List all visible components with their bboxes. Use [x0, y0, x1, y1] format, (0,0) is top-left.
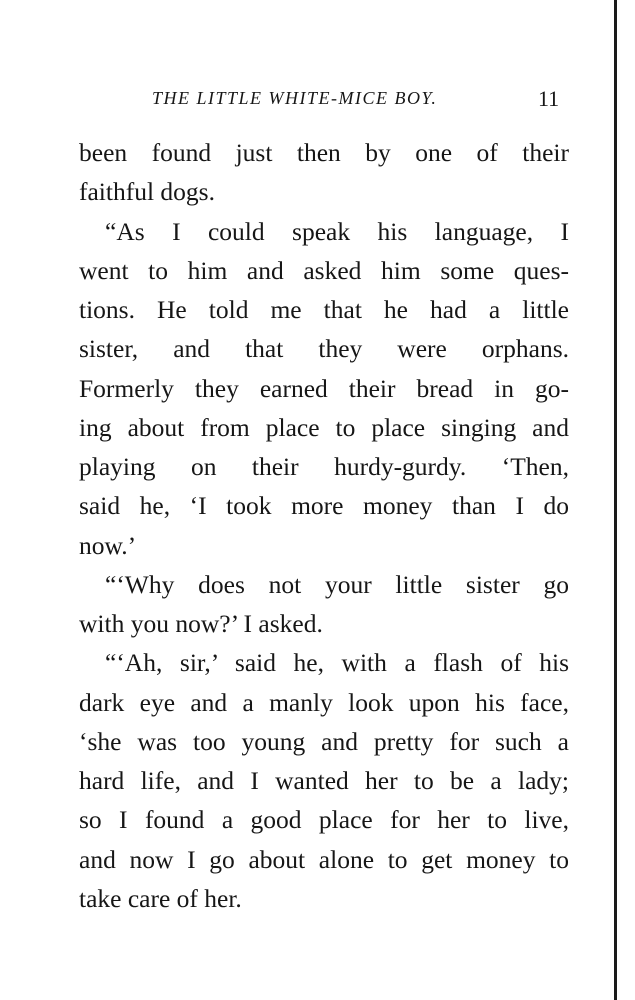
text-line: and now I go about alone to get money to	[79, 844, 569, 874]
page-edge-rule	[614, 0, 617, 1000]
running-title: THE LITTLE WHITE-MICE BOY.	[152, 88, 438, 108]
text-line: “‘Ah, sir,’ said he, with a flash of his	[105, 648, 569, 678]
text-line: playing on their hurdy-gurdy. ‘Then,	[79, 452, 569, 481]
text-line: Formerly they earned their bread in go-	[79, 373, 569, 403]
text-line: ‘she was too young and pretty for such a	[79, 726, 569, 756]
text-line: with you now?’ I asked.	[79, 609, 323, 638]
text-line: hard life, and I wanted her to be a lady;	[79, 766, 569, 795]
text-line: take care of her.	[79, 883, 242, 913]
text-line: said he, ‘I took more money than I do	[79, 491, 569, 521]
text-line: sister, and that they were orphans.	[79, 334, 569, 364]
running-head	[0, 86, 635, 116]
text-line: so I found a good place for her to live,	[79, 805, 569, 835]
text-line: “‘Why does not your little sister go	[105, 569, 569, 599]
text-line: dark eye and a manly look upon his face,	[79, 687, 569, 717]
text-line: been found just then by one of their	[79, 138, 569, 167]
text-line: now.’	[79, 530, 137, 560]
text-line: tions. He told me that he had a little	[79, 295, 569, 324]
text-line: “As I could speak his language, I	[105, 216, 569, 246]
text-line: went to him and asked him some ques-	[79, 255, 569, 285]
body-text	[79, 133, 569, 918]
text-line: ing about from place to place singing and	[79, 412, 569, 442]
text-line: faithful dogs.	[79, 177, 215, 207]
page-number: 11	[538, 86, 560, 111]
